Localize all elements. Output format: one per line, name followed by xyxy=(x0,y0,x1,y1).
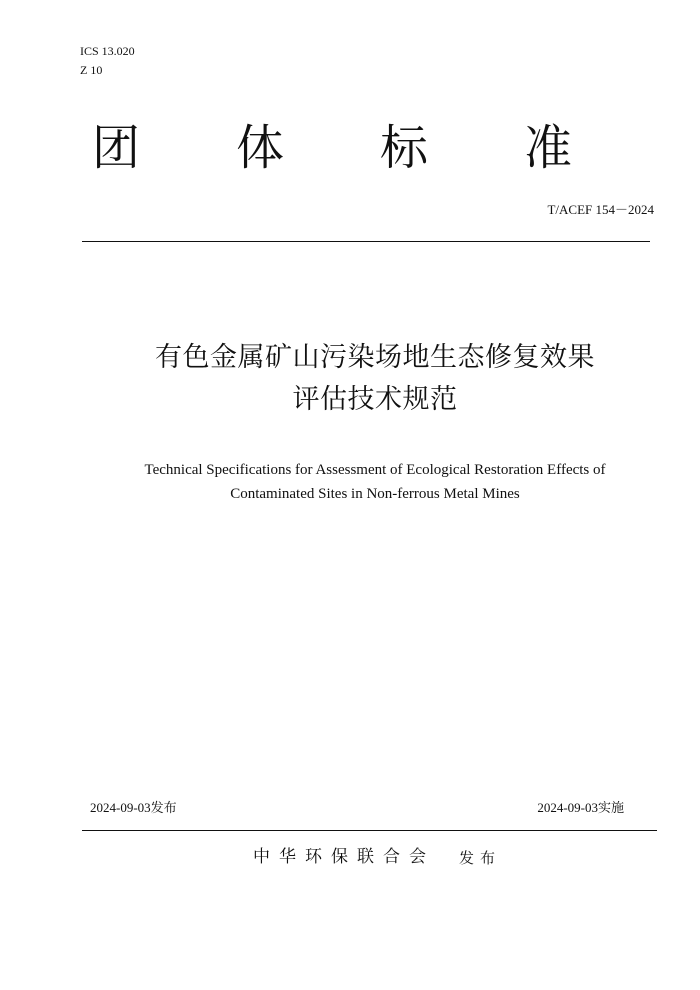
ics-code: ICS 13.020 xyxy=(80,44,135,58)
issue-date: 2024-09-03发布 xyxy=(90,800,177,815)
chinese-title-line-2: 评估技术规范 xyxy=(292,384,458,415)
english-title-line-2: Contaminated Sites in Non-ferrous Metal Mines xyxy=(230,486,520,502)
standard-type-char: 团 xyxy=(91,120,140,176)
chinese-title-line-1: 有色金属矿山污染场地生态修复效果 xyxy=(155,342,595,373)
publisher-name: 中华环保联合会 xyxy=(253,847,435,867)
english-title-line-1: Technical Specifications for Assessment of Ecological Restoration Effects of xyxy=(144,462,606,478)
standard-number: T/ACEF 154－2024 xyxy=(547,202,654,217)
implementation-date: 2024-09-03实施 xyxy=(537,800,624,815)
standard-type-char: 体 xyxy=(235,120,284,176)
ccs-code: Z 10 xyxy=(80,63,103,77)
header-divider xyxy=(82,241,650,242)
standard-type-char: 准 xyxy=(523,120,572,176)
publish-label: 发布 xyxy=(459,849,502,867)
footer-divider xyxy=(82,830,657,831)
standard-type-char: 标 xyxy=(379,120,428,176)
